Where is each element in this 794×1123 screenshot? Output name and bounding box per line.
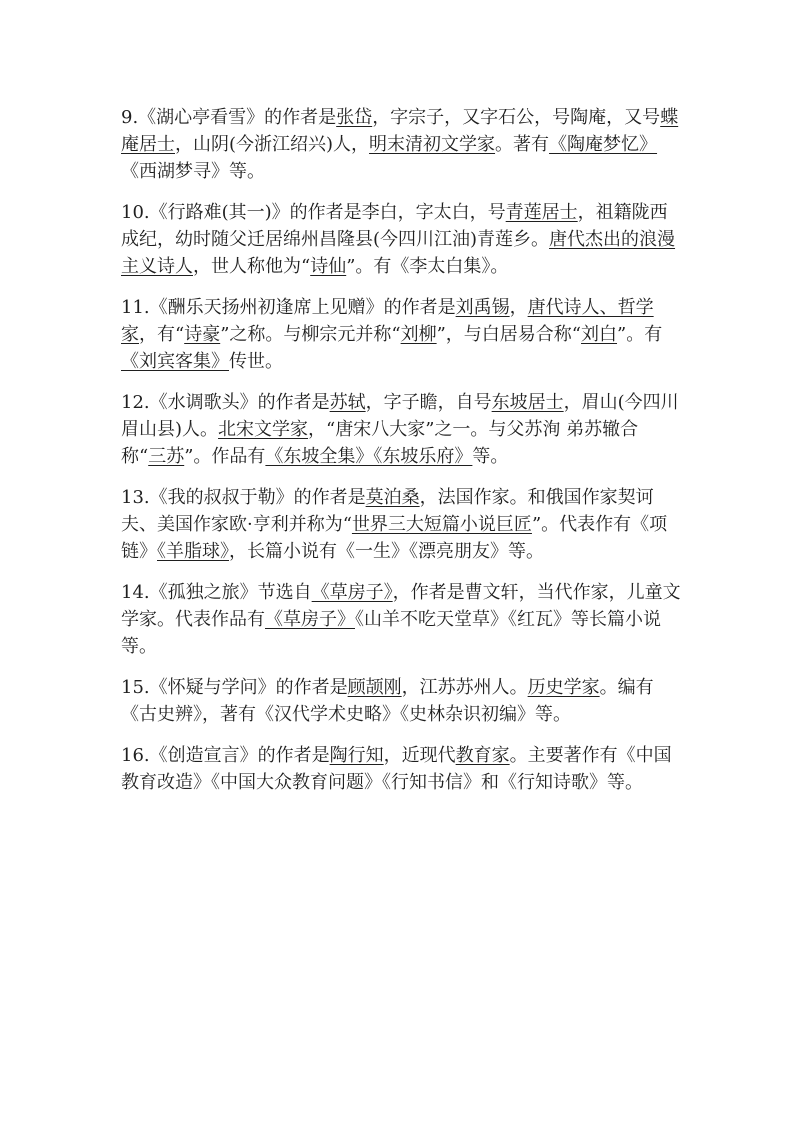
underlined-keyword: 诗豪 (184, 324, 221, 345)
entry-text: ，有“ (139, 324, 185, 345)
entry-text: ”之称。与柳宗元并称“ (220, 324, 401, 345)
author-entry-15 (121, 674, 681, 728)
author-entry-10 (121, 199, 681, 280)
entry-text: ”，与白居易合称“ (436, 324, 582, 345)
entry-text: ”。代表作有《项链》 (121, 514, 668, 562)
entry-text: ，长篇小说有《一生》《漂亮朋友》等。 (229, 541, 544, 562)
underlined-keyword: 刘禹锡 (455, 297, 510, 318)
entry-text: 《山羊不吃天堂草》《红瓦》等长篇小说等。 (121, 609, 661, 657)
entry-text: ，山阴(今浙江绍兴)人， (175, 134, 370, 155)
entry-text: 。著有 (495, 134, 550, 155)
underlined-keyword: 《刘宾客集》 (121, 351, 229, 372)
document-body (121, 104, 681, 810)
underlined-keyword: 教育家 (455, 745, 510, 766)
underlined-keyword: 诗仙 (310, 256, 347, 277)
underlined-keyword: 刘柳 (400, 324, 437, 345)
entry-text: ，江苏苏州人。 (401, 677, 528, 698)
entry-text: 16.《创造宣言》的作者是 (121, 745, 330, 766)
underlined-keyword: 《草房子》 (311, 582, 393, 603)
underlined-keyword: 唐代杰出的浪漫主义诗人 (121, 229, 676, 277)
underlined-keyword: 《陶庵梦忆》 (549, 134, 658, 155)
entry-text: 13.《我的叔叔于勒》的作者是 (121, 487, 366, 508)
author-entry-12 (121, 389, 681, 470)
entry-text: 11.《酬乐天扬州初逢席上见赠》的作者是 (121, 297, 456, 318)
underlined-keyword: 蝶庵居士 (121, 107, 679, 155)
entry-text: ，字子瞻，自号 (365, 392, 492, 413)
entry-text: 等。 (472, 446, 509, 467)
underlined-keyword: 莫泊桑 (365, 487, 420, 508)
entry-text: ，近现代 (383, 745, 456, 766)
underlined-keyword: 历史学家 (527, 677, 600, 698)
entry-text: ，祖籍陇西成纪，幼时随父迁居绵州昌隆县(今四川江油)青莲乡。 (121, 202, 668, 250)
underlined-keyword: 三苏 (148, 446, 185, 467)
underlined-keyword: 东坡居士 (491, 392, 564, 413)
entry-text: 。主要著作有《中国教育改造》《中国大众教育问题》《行知书信》和《行知诗歌》等。 (121, 745, 672, 793)
underlined-keyword: 陶行知 (329, 745, 384, 766)
entry-text: 12.《水调歌头》的作者是 (121, 392, 330, 413)
underlined-keyword: 苏轼 (329, 392, 366, 413)
entry-text: 10.《行路难(其一)》的作者是李白，字太白，号 (121, 202, 506, 223)
underlined-keyword: 北宋文学家 (218, 419, 309, 440)
underlined-keyword: 《草房子》 (265, 609, 355, 630)
entry-text: ，眉山(今四川眉山县)人。 (121, 392, 679, 440)
underlined-keyword: 明末清初文学家 (369, 134, 496, 155)
author-entry-13 (121, 484, 681, 565)
underlined-keyword: 《东坡全集》《东坡乐府》 (265, 446, 473, 467)
underlined-keyword: 世界三大短篇小说巨匠 (351, 514, 532, 535)
entry-text: ， (509, 297, 528, 318)
underlined-keyword: 张岱 (336, 107, 373, 128)
underlined-keyword: 刘白 (581, 324, 618, 345)
author-entry-14 (121, 579, 681, 660)
entry-text: 。编有《古史辨》，著有《汉代学术史略》《史林杂识初编》等。 (121, 677, 654, 725)
entry-text: ，字宗子，又字石公，号陶庵，又号 (372, 107, 661, 128)
underlined-keyword: 《羊脂球》 (157, 541, 229, 562)
entry-text: 《西湖梦寻》等。 (121, 161, 265, 182)
author-entry-11 (121, 294, 681, 375)
underlined-keyword: 唐代诗人、哲学家 (121, 297, 654, 345)
entry-text: ，作者是曹文轩，当代作家，儿童文学家。代表作品有 (121, 582, 681, 630)
entry-text: ，法国作家。和俄国作家契诃夫、美国作家欧·亨利并称为“ (121, 487, 654, 535)
author-entry-16 (121, 742, 681, 796)
entry-text: 传世。 (229, 351, 283, 372)
underlined-keyword: 青莲居士 (505, 202, 578, 223)
entry-text: ”。有 (617, 324, 663, 345)
entry-text: 14.《孤独之旅》节选自 (121, 582, 312, 603)
entry-text: 15.《怀疑与学问》的作者是 (121, 677, 348, 698)
entry-text: 9.《湖心亭看雪》的作者是 (121, 107, 337, 128)
entry-text: ”。作品有 (184, 446, 266, 467)
entry-text: ，世人称他为“ (193, 256, 311, 277)
entry-text: ”。有《李太白集》。 (346, 256, 509, 277)
author-entry-9 (121, 104, 681, 185)
entry-text: ，“唐宋八大家”之一。与父苏洵 弟苏辙合称“ (121, 419, 639, 467)
underlined-keyword: 顾颉刚 (347, 677, 402, 698)
